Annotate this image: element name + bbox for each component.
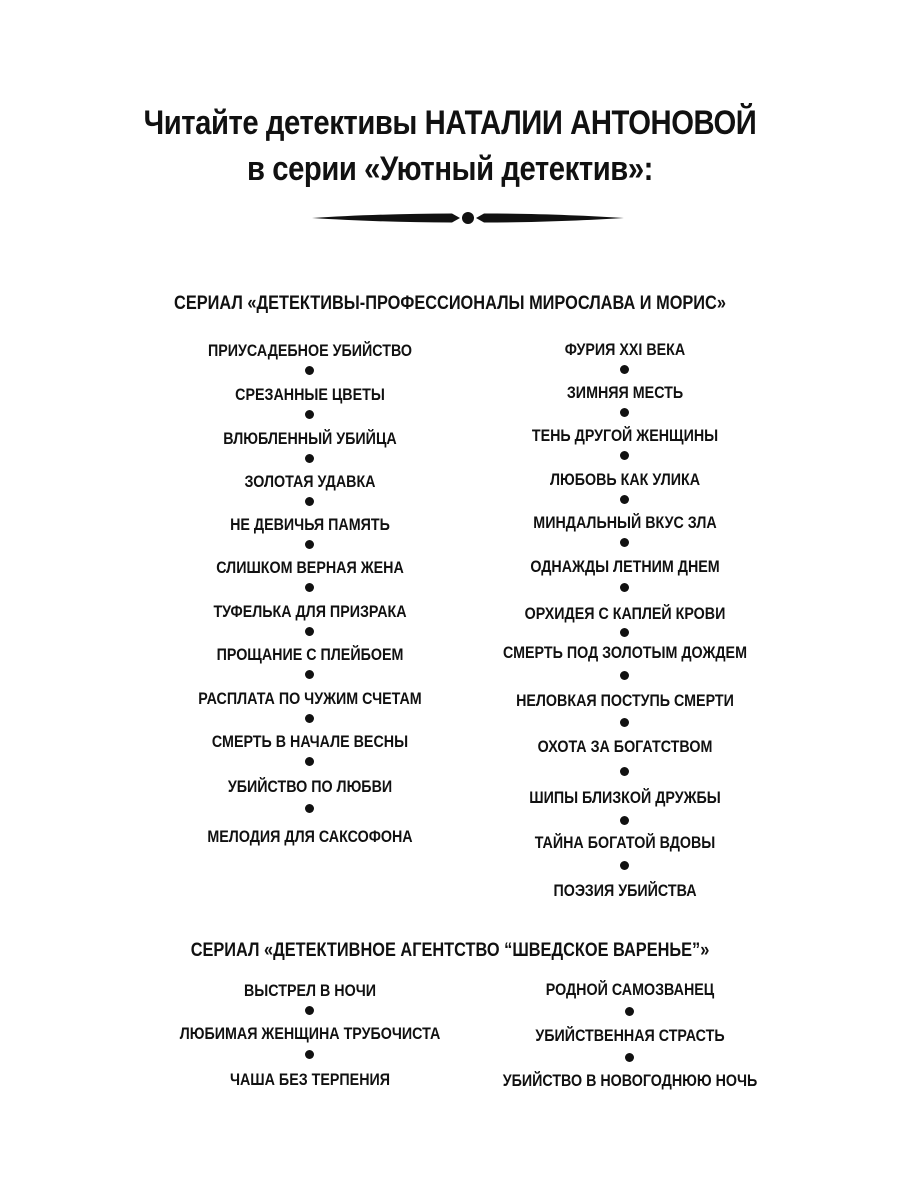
bullet-dot-icon xyxy=(305,757,314,766)
book-title: ТУФЕЛЬКА ДЛЯ ПРИЗРАКА xyxy=(213,602,407,621)
book-title: МИНДАЛЬНЫЙ ВКУС ЗЛА xyxy=(533,513,717,532)
book-title: ПРИУСАДЕБНОЕ УБИЙСТВО xyxy=(207,341,413,360)
bullet-dot-icon xyxy=(620,451,629,460)
book-title: УБИЙСТВЕННАЯ СТРАСТЬ xyxy=(535,1026,725,1045)
book-title: ОДНАЖДЫ ЛЕТНИМ ДНЕМ xyxy=(530,557,720,576)
bullet-dot-icon xyxy=(305,627,314,636)
ornament-divider-icon xyxy=(312,204,624,232)
book-title: РОДНОЙ САМОЗВАНЕЦ xyxy=(545,980,715,999)
bullet-dot-icon xyxy=(620,861,629,870)
bullet-dot-icon xyxy=(620,628,629,637)
book-title: ОХОТА ЗА БОГАТСТВОМ xyxy=(537,737,713,756)
book-title: СРЕЗАННЫЕ ЦВЕТЫ xyxy=(235,385,385,404)
bullet-dot-icon xyxy=(305,540,314,549)
bullet-dot-icon xyxy=(625,1007,634,1016)
book-title: НЕЛОВКАЯ ПОСТУПЬ СМЕРТИ xyxy=(516,691,734,710)
bullet-dot-icon xyxy=(620,767,629,776)
book-title: ВЛЮБЛЕННЫЙ УБИЙЦА xyxy=(223,429,397,448)
book-title: ШИПЫ БЛИЗКОЙ ДРУЖБЫ xyxy=(529,788,721,807)
book-title: СМЕРТЬ В НАЧАЛЕ ВЕСНЫ xyxy=(211,732,409,751)
book-title: РАСПЛАТА ПО ЧУЖИМ СЧЕТАМ xyxy=(198,689,422,708)
book-title: ТЕНЬ ДРУГОЙ ЖЕНЩИНЫ xyxy=(531,426,719,445)
bullet-dot-icon xyxy=(305,804,314,813)
bullet-dot-icon xyxy=(305,410,314,419)
bullet-dot-icon xyxy=(305,497,314,506)
bullet-dot-icon xyxy=(620,583,629,592)
book-title: СМЕРТЬ ПОД ЗОЛОТЫМ ДОЖДЕМ xyxy=(503,643,747,662)
bullet-dot-icon xyxy=(305,1050,314,1059)
bullet-dot-icon xyxy=(620,816,629,825)
book-title: УБИЙСТВО ПО ЛЮБВИ xyxy=(227,777,393,796)
book-title: ЗИМНЯЯ МЕСТЬ xyxy=(566,383,684,402)
book-title: ПРОЩАНИЕ С ПЛЕЙБОЕМ xyxy=(216,645,404,664)
book-title: ФУРИЯ XXI ВЕКА xyxy=(564,340,686,359)
bullet-dot-icon xyxy=(620,408,629,417)
book-title: СЛИШКОМ ВЕРНАЯ ЖЕНА xyxy=(216,558,404,577)
bullet-dot-icon xyxy=(305,366,314,375)
book-title: ТАЙНА БОГАТОЙ ВДОВЫ xyxy=(534,833,716,852)
book-title: ЛЮБОВЬ КАК УЛИКА xyxy=(549,470,701,489)
bullet-dot-icon xyxy=(305,670,314,679)
bullet-dot-icon xyxy=(620,671,629,680)
bullet-dot-icon xyxy=(620,718,629,727)
book-title: ПОЭЗИЯ УБИЙСТВА xyxy=(553,881,697,900)
bullet-dot-icon xyxy=(305,714,314,723)
book-title: ОРХИДЕЯ С КАПЛЕЙ КРОВИ xyxy=(524,604,726,623)
book-title: НЕ ДЕВИЧЬЯ ПАМЯТЬ xyxy=(230,515,390,534)
bullet-dot-icon xyxy=(305,583,314,592)
bullet-dot-icon xyxy=(620,538,629,547)
bullet-dot-icon xyxy=(620,365,629,374)
page-header xyxy=(63,100,837,192)
header-line-1: Читайте детективы НАТАЛИИ АНТОНОВОЙ xyxy=(143,104,757,142)
bullet-dot-icon xyxy=(620,495,629,504)
book-title: ЛЮБИМАЯ ЖЕНЩИНА ТРУБОЧИСТА xyxy=(179,1024,441,1043)
bullet-dot-icon xyxy=(305,1006,314,1015)
bullet-dot-icon xyxy=(305,454,314,463)
book-title: УБИЙСТВО В НОВОГОДНЮЮ НОЧЬ xyxy=(502,1071,758,1090)
book-title: МЕЛОДИЯ ДЛЯ САКСОФОНА xyxy=(207,827,413,846)
book-title: ВЫСТРЕЛ В НОЧИ xyxy=(243,981,377,1000)
book-title: ЗОЛОТАЯ УДАВКА xyxy=(244,472,376,491)
series-1-title: СЕРИАЛ «ДЕТЕКТИВЫ-ПРОФЕССИОНАЛЫ МИРОСЛАВА И МОРИС» xyxy=(174,293,726,314)
bullet-dot-icon xyxy=(625,1053,634,1062)
series-2-title: СЕРИАЛ «ДЕТЕКТИВНОЕ АГЕНТСТВО “ШВЕДСКОЕ ВАРЕНЬЕ”» xyxy=(190,940,710,961)
header-line-2: в серии «Уютный детектив»: xyxy=(247,150,653,188)
book-title: ЧАША БЕЗ ТЕРПЕНИЯ xyxy=(229,1070,391,1089)
